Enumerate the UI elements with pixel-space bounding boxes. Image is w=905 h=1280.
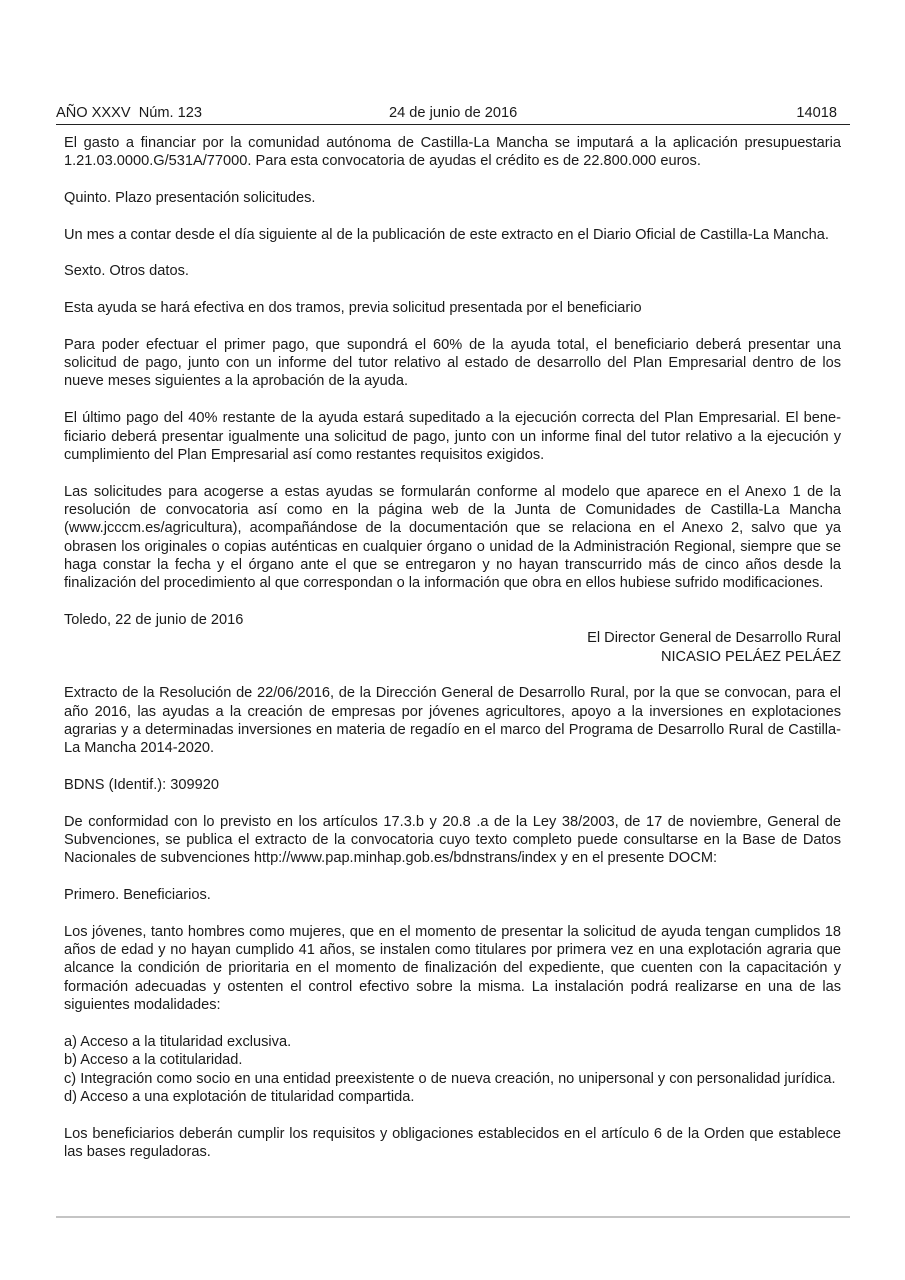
paragraph-conformity: De conformidad con lo previsto en los artículos 17.3.b y 20.8 .a de la Ley 38/2003, de 17 de noviembre, General de Subvenciones, se publica el extracto de la convocatoria cuyo texto completo puede consultarse en la Base de Datos Nacionales de subvenciones http://www.pap.minhap.gob.es/bdnstrans/index y en el presente DOCM: — [64, 813, 841, 867]
signature-title: El Director General de Desarrollo Rural — [587, 630, 841, 647]
signature-name: NICASIO PELÁEZ PELÁEZ — [660, 648, 841, 665]
paragraph-requirements: Los beneficiarios deberán cumplir los requisitos y obligaciones establecidos en el artículo 6 de la Orden que establece las bases reguladoras. — [64, 1125, 841, 1160]
document-body — [64, 134, 841, 1161]
paragraph-payment-tranches: Esta ayuda se hará efectiva en dos tramos, previa solicitud presentada por el beneficiario — [64, 300, 642, 317]
paragraph-last-payment: El último pago del 40% restante de la ayuda estará supeditado a la ejecución correcta del Plan Empresarial. El beneficiario deberá presentar igualmente una solicitud de pago, junto con un informe final del tutor relativo a la ejecución y cumplimiento del Plan Empresarial así como restantes requisitos exigidos. — [64, 410, 841, 463]
paragraph-deadline: Un mes a contar desde el día siguiente al de la publicación de este extracto en el Diario Oficial de Castilla-La Mancha. — [64, 226, 829, 243]
place-date: Toledo, 22 de junio de 2016 — [64, 611, 244, 628]
list-item: b) Acceso a la cotitularidad. — [64, 1052, 243, 1069]
modalities-list — [64, 1033, 841, 1106]
paragraph-budget: El gasto a financiar por la comunidad autónoma de Castilla-La Mancha se imputará a la aplicación presupuestaria 1.21.03.0000.G/531A/77000. Para esta convocatoria de ayudas el crédito es de 22.800.000 euros. — [64, 135, 841, 170]
paragraph-young-farmers: Los jóvenes, tanto hombres como mujeres, que en el momento de presentar la solicitud de ayuda tengan cumplidos 18 años de edad y no hayan cumplido 41 años, se instalen como titulares por primera vez en una explotación agraria que alcance la condición de prioritaria en el momento de finalización del expediente, que cuenten con la capacitación y formación adecuadas y ostenten el control efectivo sobre la misma. La instalación podrá realizarse en una de las siguientes modalidades: — [64, 923, 841, 1014]
section-heading-quinto: Quinto. Plazo presentación solicitudes. — [64, 190, 316, 207]
paragraph-extract-title: Extracto de la Resolución de 22/06/2016, de la Dirección General de Desarrollo Rural, por la que se convocan, para el año 2016, las ayudas a la creación de empresas por jóvenes agricultores, apoyo a la inversiones en explotaciones agrarias y a determinadas inversiones en materia de regadío en el marco del Programa de Desarrollo Rural de Castilla-La Mancha 2014-2020. — [64, 685, 841, 757]
footer-divider — [56, 1216, 850, 1218]
issue-number: AÑO XXXV Núm. 123 — [56, 105, 202, 121]
page-header — [56, 104, 850, 125]
bdns-identifier: BDNS (Identif.): 309920 — [64, 777, 219, 794]
paragraph-first-payment: Para poder efectuar el primer pago, que supondrá el 60% de la ayuda total, el beneficiario deberá presentar una solicitud de pago, junto con un informe del tutor relativo al estado de desarrollo del Plan Empresarial dentro de los nueve meses siguientes a la aprobación de la ayuda. — [64, 336, 841, 390]
section-heading-sexto: Sexto. Otros datos. — [64, 263, 189, 280]
list-item: d) Acceso a una explotación de titularidad compartida. — [64, 1088, 415, 1105]
list-item: a) Acceso a la titularidad exclusiva. — [64, 1033, 292, 1050]
section-heading-primero: Primero. Beneficiarios. — [64, 887, 211, 904]
page-number: 14018 — [796, 105, 837, 121]
list-item: c) Integración como socio en una entidad preexistente o de nueva creación, no unipersonal y con personalidad jurídica. — [64, 1070, 836, 1087]
publication-date: 24 de junio de 2016 — [389, 105, 518, 121]
signature-block — [64, 629, 841, 666]
paragraph-applications: Las solicitudes para acogerse a estas ayudas se formularán conforme al modelo que aparece en el Anexo 1 de la resolución de convocatoria así como en la página web de la Junta de Comunidades de Castilla-La Mancha (www.jcccm.es/agricultura), acompañándose de la documentación que se relaciona en el Anexo 2, salvo que ya obrasen los originales o copias auténticas en cualquier órgano o unidad de la Administración Regional, siempre que se haga constar la fecha y el órgano ante el que se entregaron y no hayan transcurrido más de cinco años desde la finalización del procedimiento al que correspondan o la información que obra en ellos hubiese sufrido modificaciones. — [64, 483, 841, 592]
